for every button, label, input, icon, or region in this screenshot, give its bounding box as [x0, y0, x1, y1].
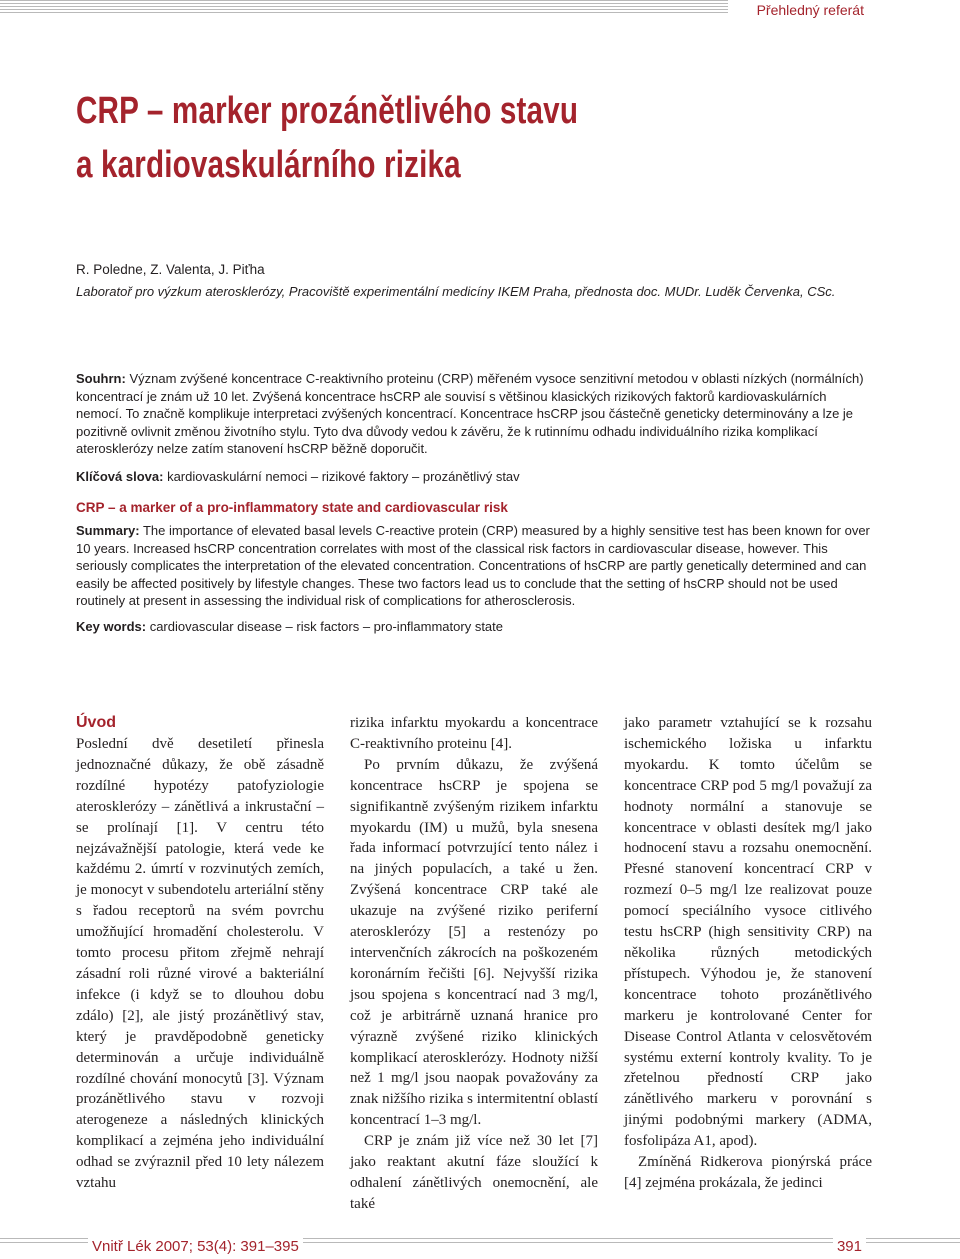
body-column-2 — [350, 713, 598, 1215]
body-column-3 — [624, 713, 872, 1194]
body-paragraph: jako parametr vztahující se k rozsahu ischemického ložiska u infarktu myokardu. K tomto účelům se koncentrace CRP pod 5 mg/l považují za hodnoty normální a stanovuje se koncentrace v oblasti desítek mg/l jako hodnocení stavu a rozsahu onemocnění. Přesné stanovení koncentrací CRP v rozmezí 0–5 mg/l lze realizovat pouze pomocí speciálního vysoce citlivého testu hsCRP (high sensitivity CRP) na několika různých metodických přístupech. Výhodou je, že stanovení koncentrace tohoto prozánětlivého markeru je kontrolované Center for Disease Control Atlanta v celosvětovém systému externí kontroly kvality. To je zřetelnou předností CRP jako zánětlivého markeru v porovnání s jinými podobnými markery (ADMA, fosfolipáza A1, apod). — [624, 715, 872, 1150]
abstract-en-text: The importance of elevated basal levels C-reactive protein (CRP) measured by a highly sensitive test has been known for over 10 years. Increased hsCRP concentration correlates with most of the classical risk factors in cardiovascular disease, however. This seriously complicates the interpretation of the elevated concentration. Concentrations of hsCRP are partly genetically determined and can easily be affected positively by lifestyle changes. These two factors lead us to conclude that the setting of hsCRP should not be used routinely at present in assessing the individual risk of complications for atherosclerosis. — [76, 523, 870, 609]
body-paragraph: CRP je znám již více než 30 let [7] jako reaktant akutní fáze sloužící k odhalení zánětlivých onemocnění, ale také — [350, 1133, 598, 1212]
page-number: 391 — [833, 1238, 866, 1255]
keywords-cz-label: Klíčová slova: — [76, 469, 164, 484]
keywords-en — [76, 618, 874, 636]
body-paragraph: rizika infarktu myokardu a koncentrace C-reaktivního proteinu [4]. — [350, 715, 598, 752]
article-title — [76, 84, 638, 192]
keywords-en-text: cardiovascular disease – risk factors – pro-inflammatory state — [149, 619, 504, 634]
article-title-line2: a kardiovaskulárního rizika — [76, 144, 461, 186]
header-rules — [0, 0, 728, 20]
body-paragraph: Poslední dvě desetiletí přinesla jednoznačné důkazy, že obě zásadně rozdílné hypotézy patofyziologie aterosklerózy – zánětlivá a inkrustační – se prolínají [1]. V centru této nejzávažnější patologie, která vede ke každému 2. úmrtí v rozvinutých zemích, je monocyt v subendotelu arteriální stěny s řadou receptorů na svém povrchu umožňující hromadění cholesterolu. V tomto procesu přitom zřejmě nehrají zásadní roli různé virové a bakteriální infekce (i když se to dlouhou dobu zdálo) [2], ale jistý prozánětlivý stav, který je pravděpodobně geneticky determinován a určuje individuálně rozdílné chování monocytů [3]. Význam prozánětlivého stavu v rozvoji aterogeneze a následných klinických komplikací a zejména jeho individuální odhad se zvýraznil před 10 lety nálezem vztahu — [76, 736, 324, 1192]
abstract-en-label: Summary: — [76, 523, 140, 538]
affiliation: Laboratoř pro výzkum aterosklerózy, Pracoviště experimentální medicíny IKEM Praha, přednosta doc. MUDr. Luděk Červenka, CSc. — [76, 284, 836, 299]
body-paragraph: Zmíněná Ridkerova pionýrská práce [4] zejména prokázala, že jedinci — [624, 1154, 872, 1191]
section-heading: Úvod — [76, 714, 116, 731]
keywords-cz — [76, 468, 874, 486]
abstract-cz-text: Význam zvýšené koncentrace C-reaktivního proteinu (CRP) měřeném vysoce senzitivní metodou v oblasti nízkých (normálních) koncentrací je znám už 10 let. Zvýšená koncentrace hsCRP ale souvisí s většinou klasických rizikových faktorů kardiovaskulárních nemocí. To značně komplikuje interpretaci zvýšených koncentrací. Koncentrace hsCRP jsou částečně geneticky determinovány a lze je pozitivně ovlivnit změnou životního stylu. Tyto dva důvody vedou k závěru, že k rutinnímu odhadu individuálního rizika komplikací aterosklerózy nelze zatím stanovení hsCRP běžně doporučit. — [76, 371, 864, 457]
body-column-1 — [76, 712, 324, 1194]
authors: R. Poledne, Z. Valenta, J. Piťha — [76, 262, 265, 277]
body-paragraph: Po prvním důkazu, že zvýšená koncentrace hsCRP je spojena se signifikantně zvýšeným rizikem infarktu myokardu (IM) u mužů, byla snesena řada informací potvrzující tento nález i na jiných populacích, a také u žen. Zvýšená koncentrace CRP také ale ukazuje na zvýšené riziko periferní aterosklerózy [5] a restenózy po intervenčních zákrocích na poškozeném koronárním řečišti [6]. Nejvyšší rizika jsou spojena s koncentrací nad 3 mg/l, což je arbitrárně uznaná hranice pro výrazně zvýšené riziko klinických komplikací aterosklerózy. Hodnoty nižší než 1 mg/l jsou naopak považovány za znak nižšího rizika s intermitentní oblastí koncentrací 1–3 mg/l. — [350, 756, 598, 1129]
english-title: CRP – a marker of a pro-inflammatory state and cardiovascular risk — [76, 500, 508, 515]
section-label: Přehledný referát — [756, 2, 864, 18]
abstract-cz-label: Souhrn: — [76, 371, 126, 386]
article-title-line1: CRP – marker prozánětlivého stavu — [76, 90, 579, 132]
keywords-cz-text: kardiovaskulární nemoci – rizikové faktory – prozánětlivý stav — [167, 469, 520, 484]
journal-citation: Vnitř Lék 2007; 53(4): 391–395 — [88, 1238, 303, 1255]
abstract-cz — [76, 370, 874, 458]
abstract-en — [76, 522, 874, 610]
keywords-en-label: Key words: — [76, 619, 147, 634]
